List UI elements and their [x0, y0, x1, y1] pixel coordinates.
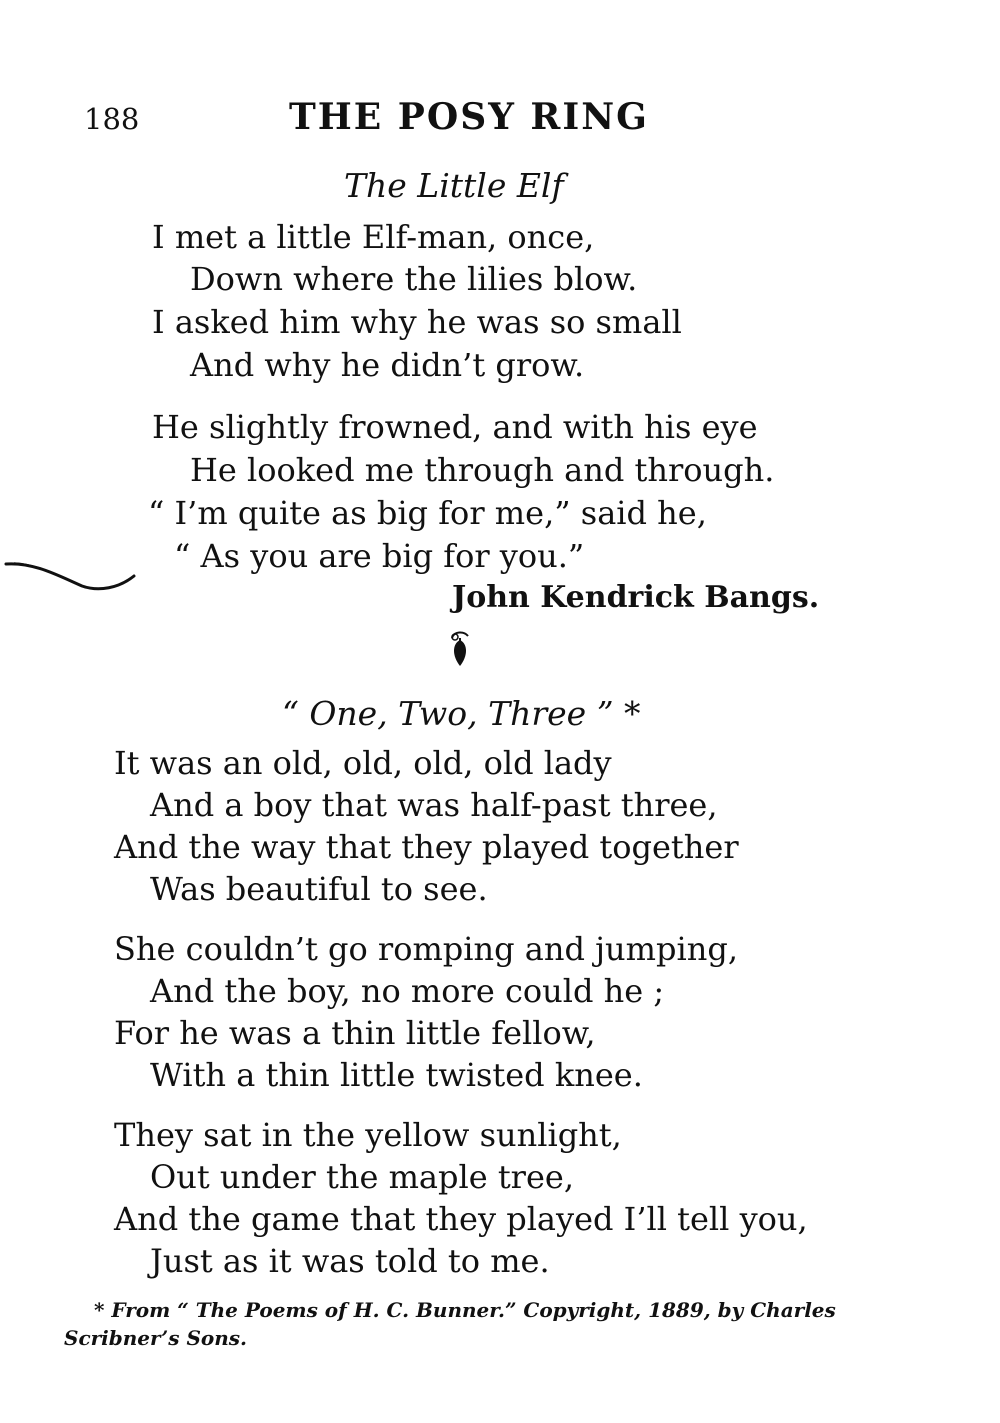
verse-line: I met a little Elf-man, once, [152, 218, 595, 256]
footnote-line: * From “ The Poems of H. C. Bunner.” Copyright, 1889, by Charles [94, 1298, 836, 1322]
author-credit: John Kendrick Bangs. [452, 580, 820, 615]
page-number: 188 [84, 102, 140, 136]
verse-line: And the boy, no more could he ; [150, 972, 665, 1010]
verse-line: She couldn’t go romping and jumping, [114, 930, 738, 968]
poem-title: The Little Elf [344, 166, 564, 205]
verse-line: Down where the lilies blow. [190, 260, 638, 298]
verse-line: Just as it was told to me. [150, 1242, 550, 1280]
pen-stroke-mark [4, 548, 139, 602]
verse-line: And the game that they played I’ll tell you, [114, 1200, 808, 1238]
verse-line: He looked me through and through. [190, 451, 775, 489]
verse-line: “ I’m quite as big for me,” said he, [148, 494, 707, 532]
verse-line: They sat in the yellow sunlight, [114, 1116, 622, 1154]
verse-line: With a thin little twisted knee. [150, 1056, 643, 1094]
vine-leaf-ornament-icon [446, 628, 476, 674]
footnote-line: Scribner’s Sons. [64, 1326, 248, 1350]
verse-line: Was beautiful to see. [150, 870, 488, 908]
page-header [84, 96, 904, 146]
poem-title: “ One, Two, Three ” * [282, 694, 641, 733]
verse-line: He slightly frowned, and with his eye [152, 408, 758, 446]
verse-line: And why he didn’t grow. [190, 346, 585, 384]
verse-line: I asked him why he was so small [152, 303, 682, 341]
verse-line: For he was a thin little fellow, [114, 1014, 596, 1052]
verse-line: And the way that they played together [114, 828, 739, 866]
verse-line: Out under the maple tree, [150, 1158, 575, 1196]
verse-line: And a boy that was half-past three, [150, 786, 718, 824]
verse-line: It was an old, old, old, old lady [114, 744, 612, 782]
verse-line: “ As you are big for you.” [174, 537, 585, 575]
running-title: THE POSY RING [289, 96, 649, 138]
